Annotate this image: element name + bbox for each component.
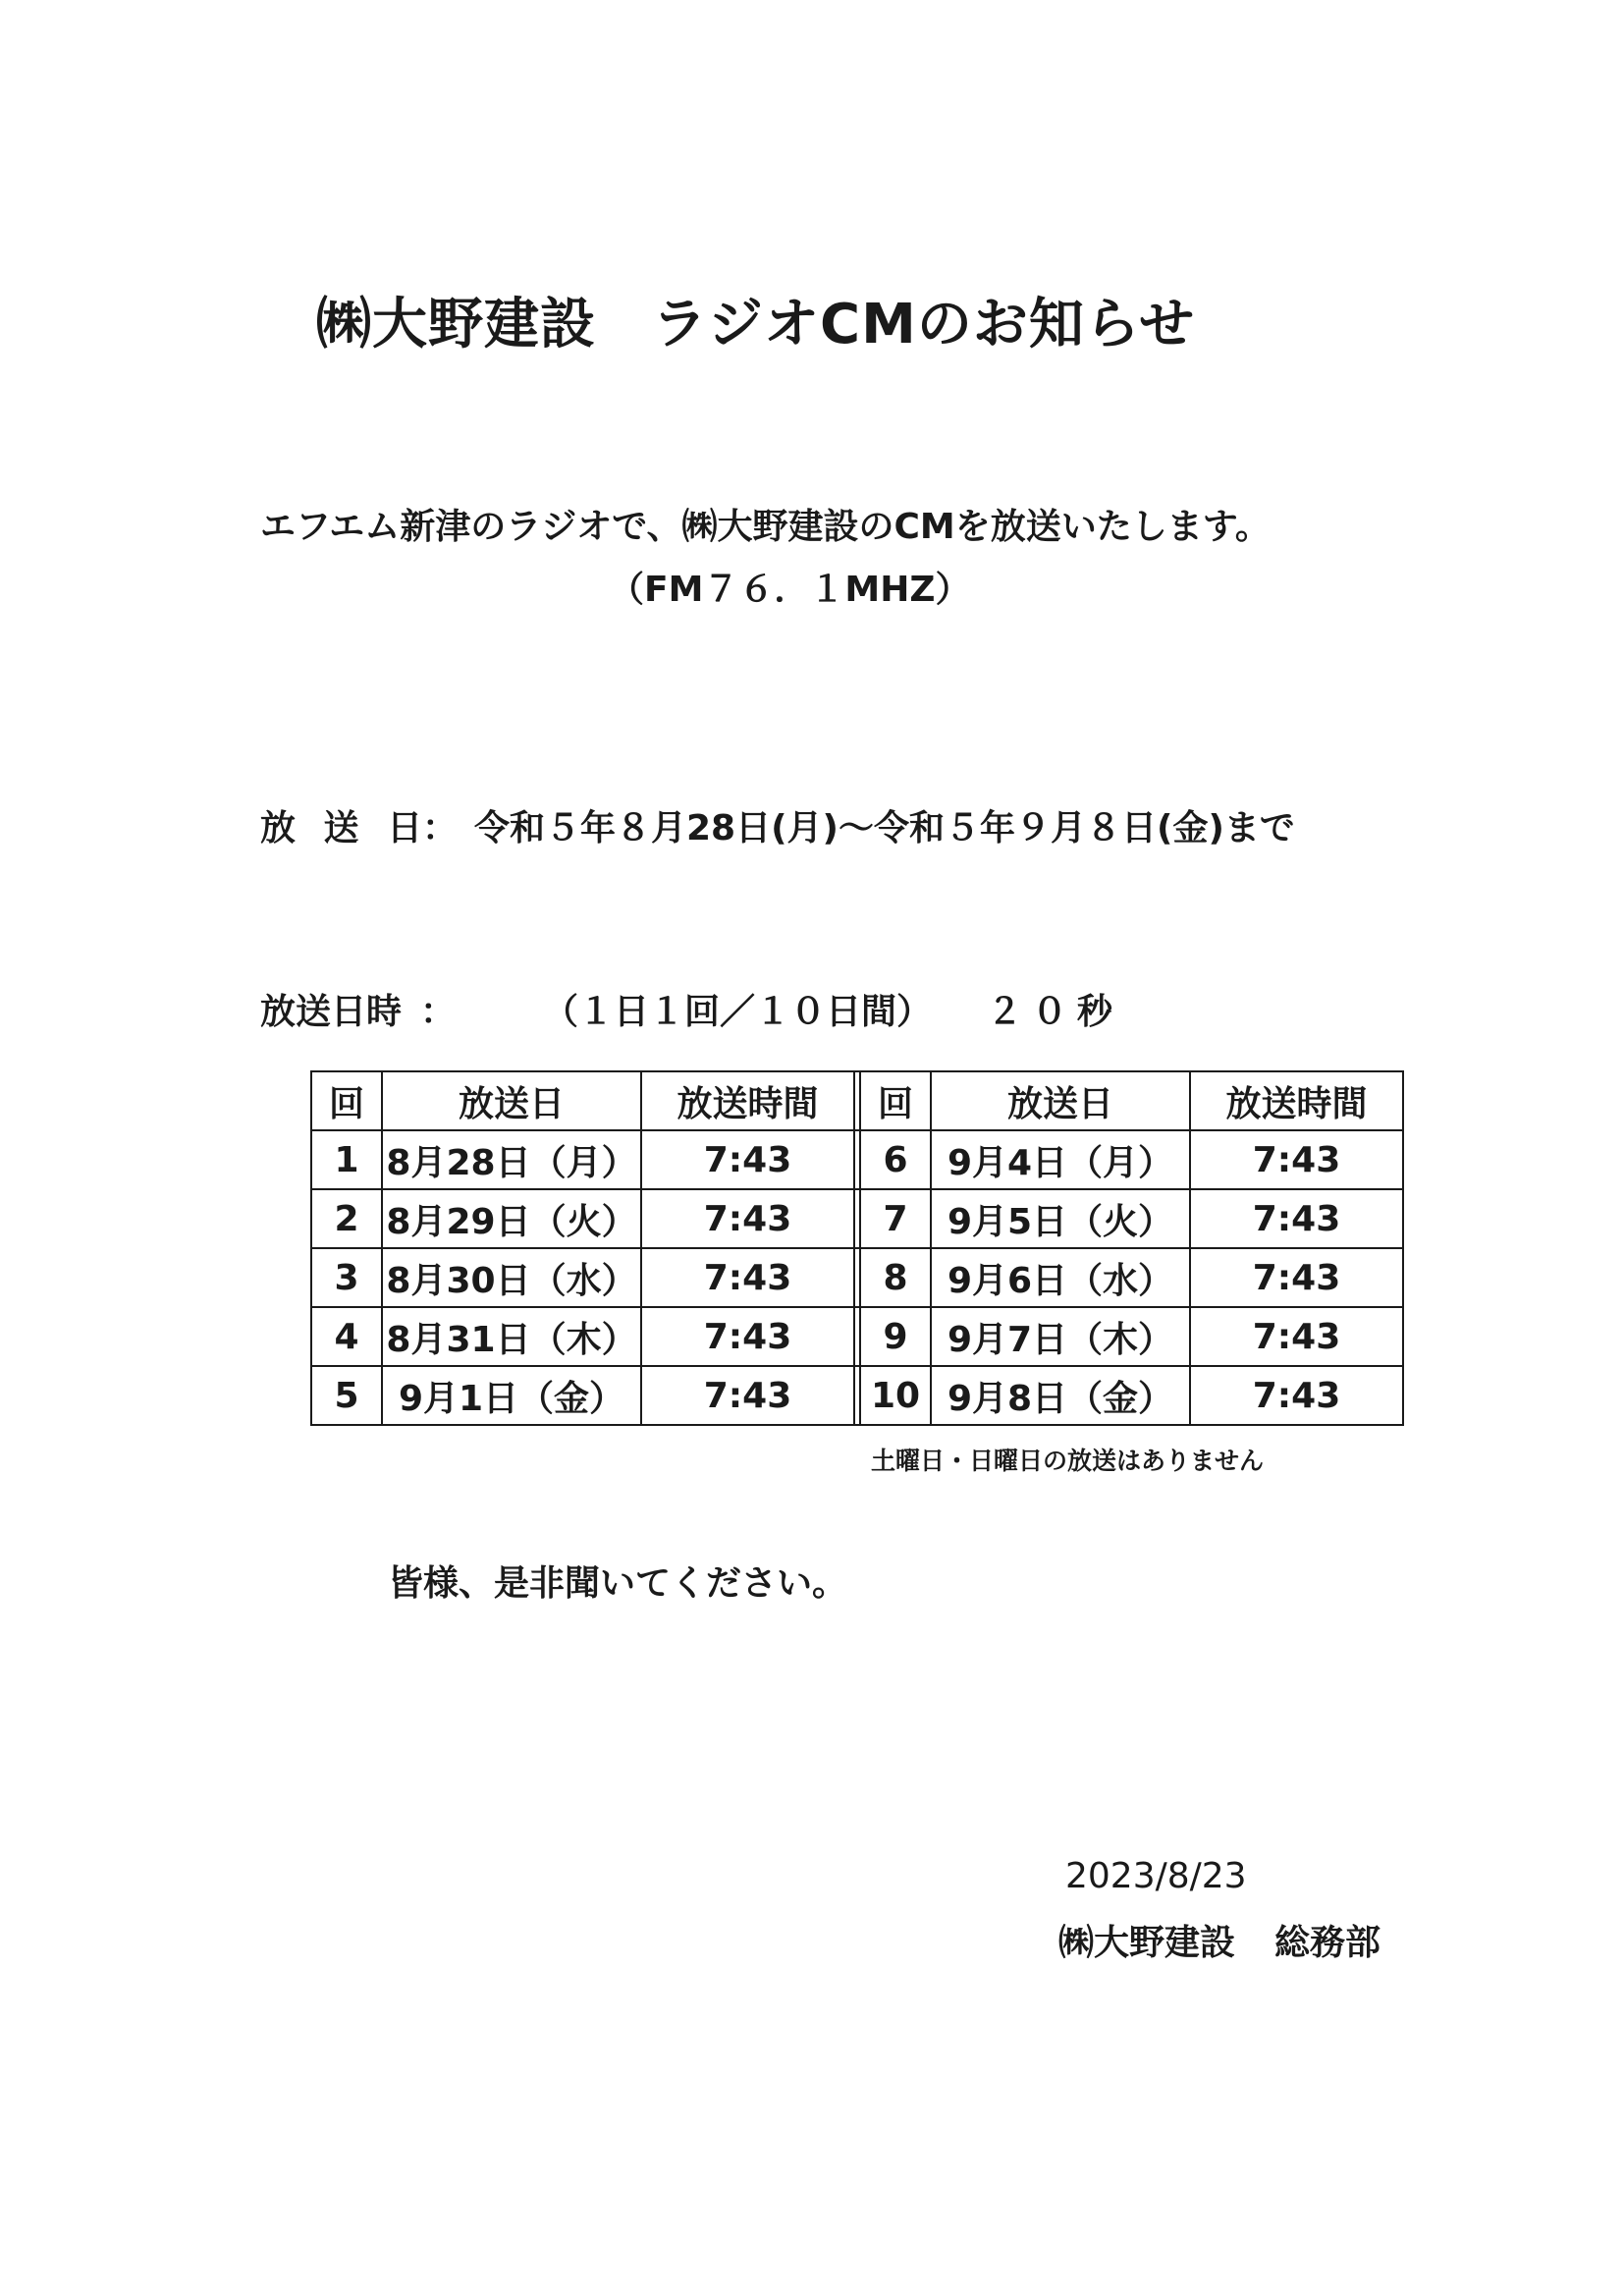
row-time: 7:43 [641, 1248, 854, 1307]
row-time: 7:43 [1190, 1248, 1403, 1307]
table-row [311, 1366, 1403, 1425]
table-row [311, 1307, 1403, 1366]
row-no: 10 [860, 1366, 931, 1425]
row-date: 8月31日（木） [382, 1307, 641, 1366]
row-date: 9月6日（水） [931, 1248, 1190, 1307]
header-date-right: 放送日 [931, 1071, 1190, 1130]
row-date: 9月5日（火） [931, 1189, 1190, 1248]
signature-block [1058, 1915, 1380, 1965]
row-time: 7:43 [641, 1366, 854, 1425]
row-date: 8月30日（水） [382, 1248, 641, 1307]
header-no-right: 回 [860, 1071, 931, 1130]
page-title: ㈱大野建設 ラジオCMのお知らせ [316, 293, 1196, 356]
row-time: 7:43 [1190, 1189, 1403, 1248]
broadcast-time-label: 放送日時 [260, 992, 403, 1032]
broadcast-duration: ２０秒 [987, 992, 1123, 1032]
schedule-header-row [311, 1071, 1403, 1130]
row-time: 7:43 [641, 1189, 854, 1248]
row-no: 6 [860, 1130, 931, 1189]
row-time: 7:43 [641, 1130, 854, 1189]
broadcast-date-label: 放 送 日 [260, 808, 431, 848]
intro-line-1: エフエム新津のラジオで、㈱大野建設のCMを放送いたします。 [260, 507, 1271, 547]
row-date: 9月1日（金） [382, 1366, 641, 1425]
header-date-left: 放送日 [382, 1071, 641, 1130]
intro-frequency: （FM７６．１MHZ） [609, 570, 971, 610]
row-date: 9月8日（金） [931, 1366, 1190, 1425]
row-time: 7:43 [1190, 1307, 1403, 1366]
department-name: 総務部 [1274, 1923, 1381, 1963]
closing-message: 皆様、是非聞いてください。 [388, 1563, 848, 1604]
row-date: 8月28日（月） [382, 1130, 641, 1189]
table-row [311, 1189, 1403, 1248]
row-no: 7 [860, 1189, 931, 1248]
schedule-table [310, 1070, 1404, 1426]
header-no-left: 回 [311, 1071, 382, 1130]
row-no: 2 [311, 1189, 382, 1248]
row-no: 1 [311, 1130, 382, 1189]
row-time: 7:43 [641, 1307, 854, 1366]
table-row [311, 1130, 1403, 1189]
table-row [311, 1248, 1403, 1307]
broadcast-frequency: （１日１回／１０日間） [543, 992, 933, 1032]
schedule-note: 土曜日・日曜日の放送はありません [871, 1447, 1265, 1475]
broadcast-date-separator: ： [422, 808, 459, 848]
row-no: 9 [860, 1307, 931, 1366]
header-time-left: 放送時間 [641, 1071, 854, 1130]
row-date: 9月4日（月） [931, 1130, 1190, 1189]
row-no: 3 [311, 1248, 382, 1307]
row-date: 9月7日（木） [931, 1307, 1190, 1366]
row-no: 8 [860, 1248, 931, 1307]
broadcast-time-separator: ： [420, 992, 457, 1032]
row-time: 7:43 [1190, 1366, 1403, 1425]
company-name: ㈱大野建設 [1058, 1923, 1236, 1963]
row-no: 5 [311, 1366, 382, 1425]
row-date: 8月29日（火） [382, 1189, 641, 1248]
row-no: 4 [311, 1307, 382, 1366]
broadcast-date-range: 令和５年８月28日(月)～令和５年９月８日(金)まで [474, 808, 1295, 848]
row-time: 7:43 [1190, 1130, 1403, 1189]
issue-date: 2023/8/23 [1065, 1856, 1247, 1896]
header-time-right: 放送時間 [1190, 1071, 1403, 1130]
